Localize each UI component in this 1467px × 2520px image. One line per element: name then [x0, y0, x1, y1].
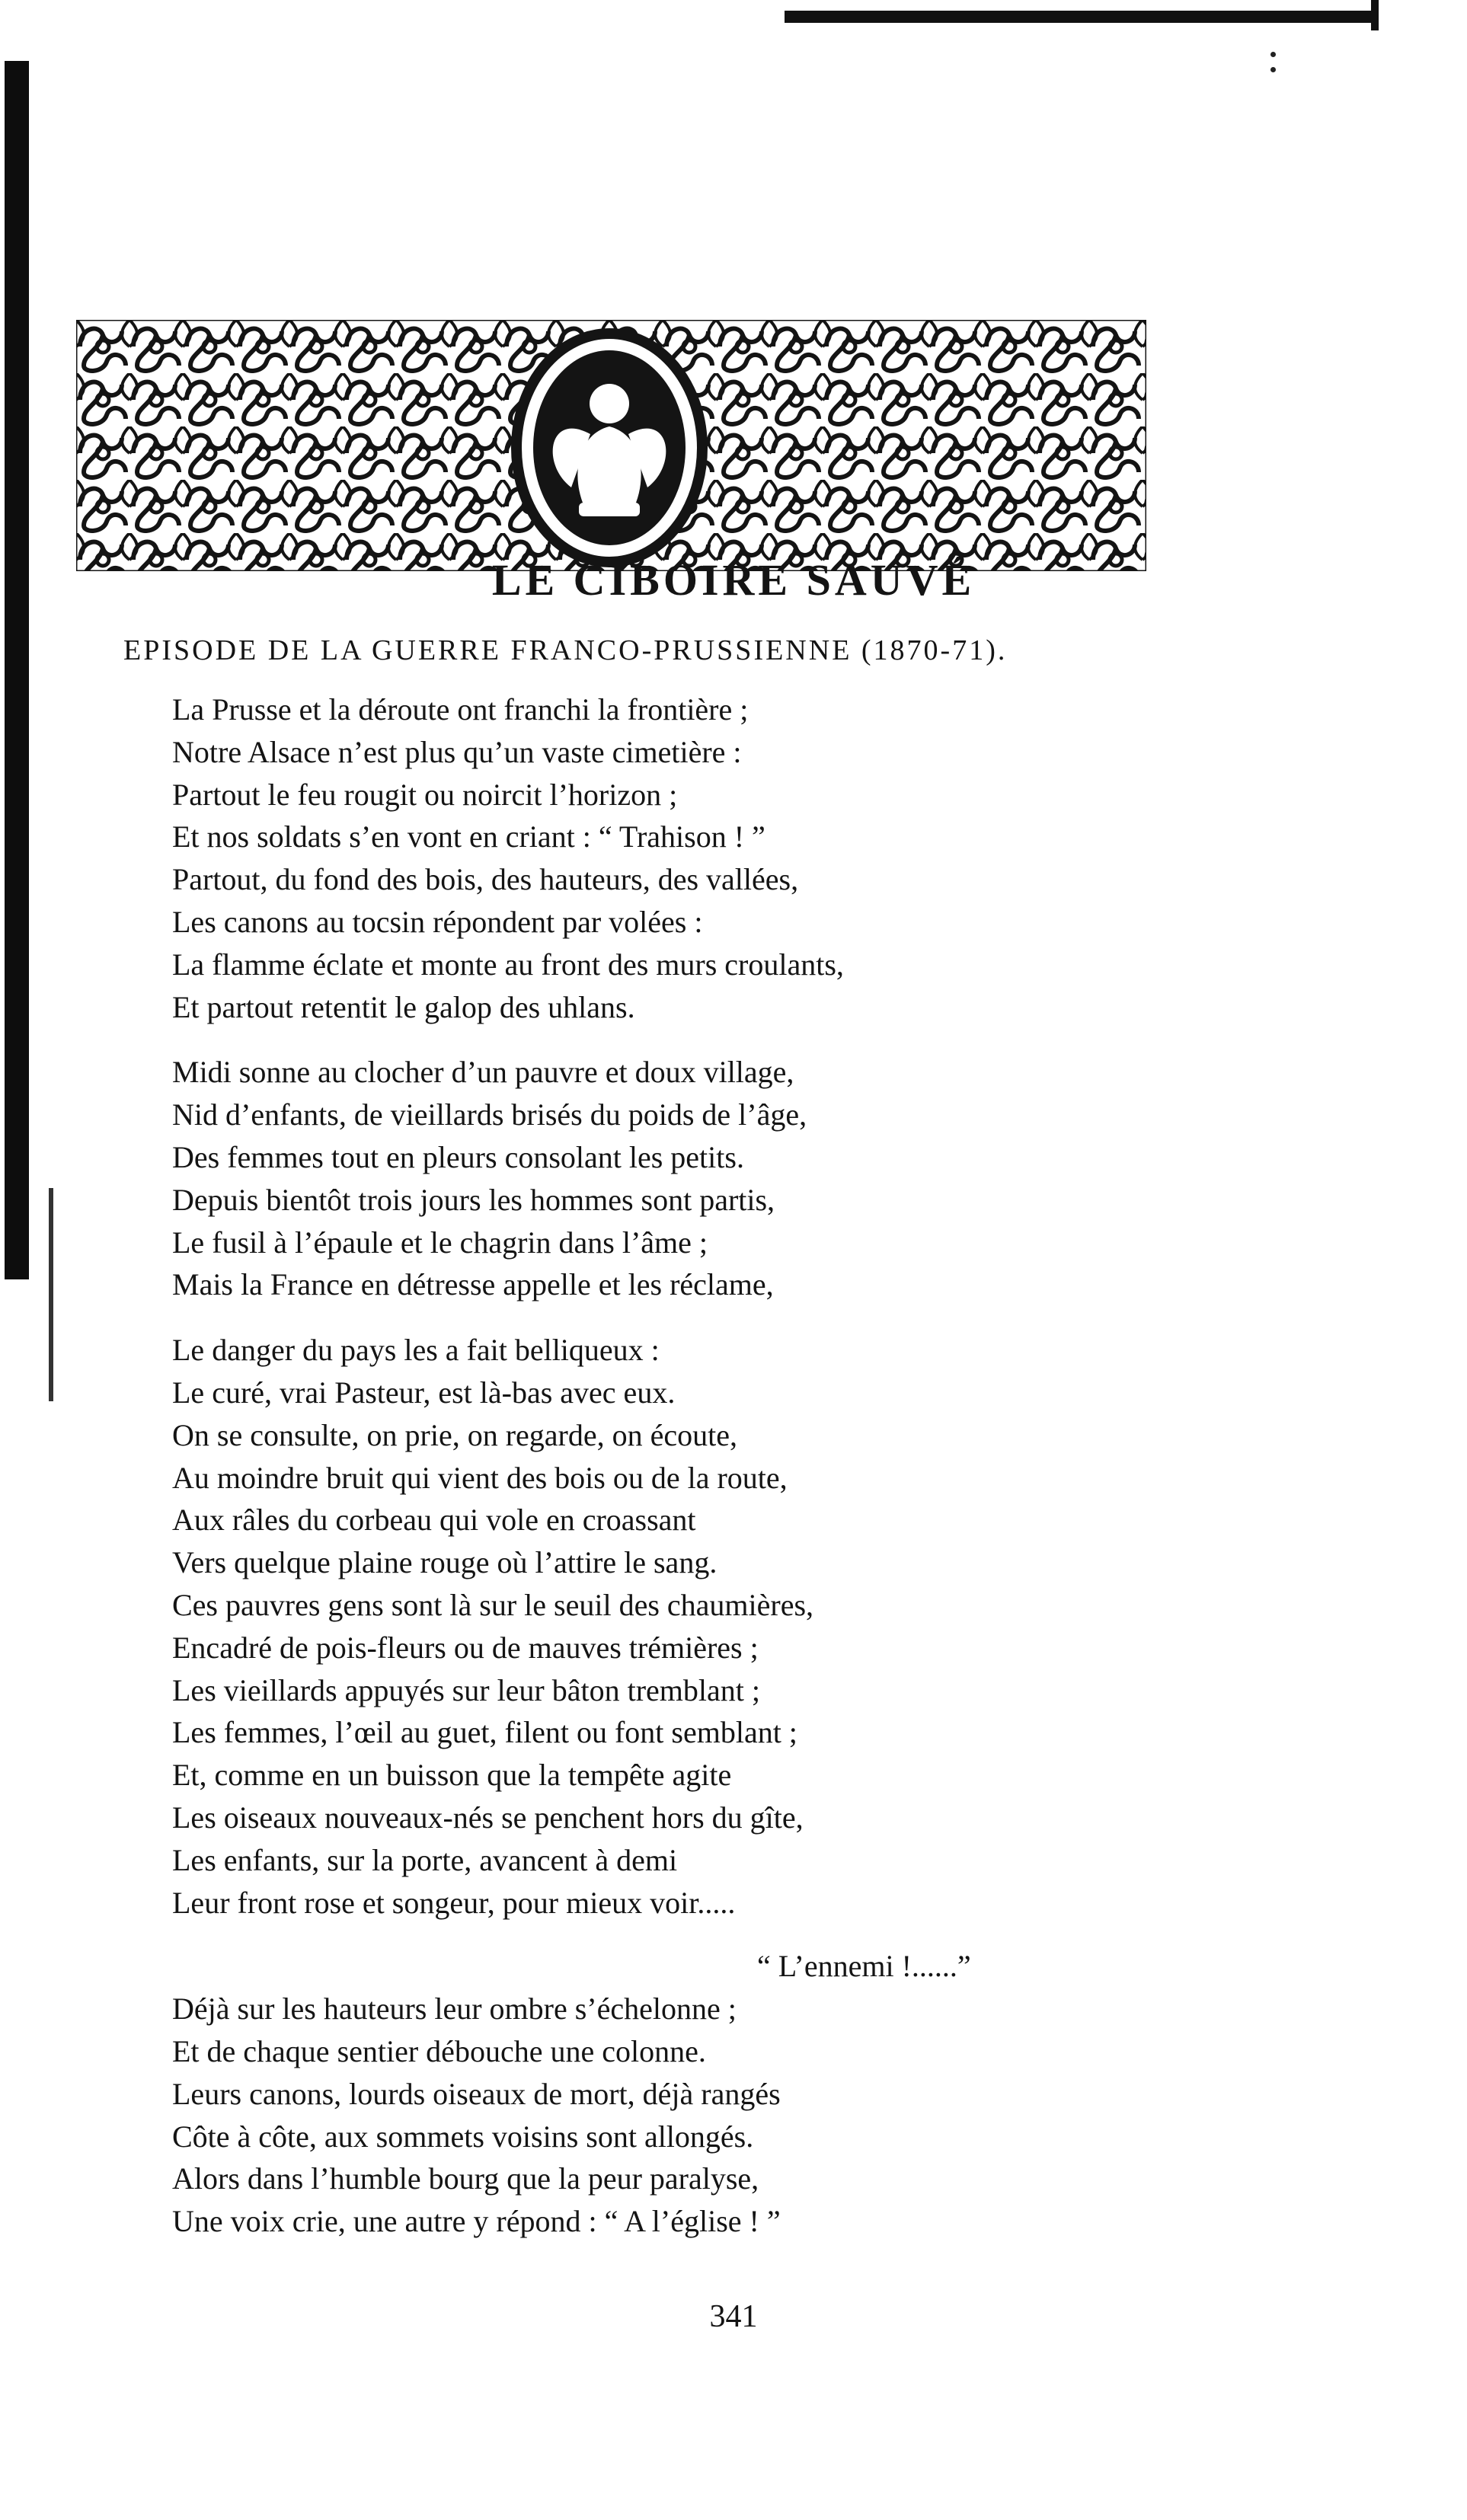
verse-line: Partout le feu rougit ou noircit l’horizon ;	[172, 777, 678, 812]
verse-line: Au moindre bruit qui vient des bois ou de la route,	[172, 1460, 788, 1495]
stanza	[172, 1051, 1162, 1306]
verse-line: Le curé, vrai Pasteur, est là-bas avec eux.	[172, 1375, 676, 1410]
top-rule-tick	[1371, 0, 1379, 30]
verse-line: Déjà sur les hauteurs leur ombre s’échelonne ;	[172, 1991, 737, 2027]
stanza	[172, 688, 1162, 1028]
top-rule	[785, 11, 1371, 23]
verse-line: Partout, du fond des bois, des hauteurs, des vallées,	[172, 862, 799, 897]
decorative-headpiece-icon	[76, 320, 1146, 571]
verse-line: Mais la France en détresse appelle et les réclame,	[172, 1267, 774, 1302]
stanza-break	[172, 1924, 1162, 1945]
ink-speck	[1270, 52, 1276, 57]
verse-line-indented: “ L’ennemi !......”	[757, 1949, 971, 1984]
stanza	[172, 1945, 1162, 2243]
verse-line: Notre Alsace n’est plus qu’un vaste cimetière :	[172, 734, 742, 769]
verse-line: Vers quelque plaine rouge où l’attire le sang.	[172, 1545, 718, 1580]
verse-line: Leurs canons, lourds oiseaux de mort, déjà rangés	[172, 2076, 781, 2111]
verse-line: Nid d’enfants, de vieillards brisés du poids de l’âge,	[172, 1097, 807, 1132]
verse-line: Côte à côte, aux sommets voisins sont allongés.	[172, 2119, 754, 2154]
verse-line: Les oiseaux nouveaux-nés se penchent hors du gîte,	[172, 1800, 804, 1835]
scan-edge-line	[49, 1188, 53, 1401]
verse-line: Les femmes, l’œil au guet, filent ou font semblant ;	[172, 1715, 797, 1750]
ink-speck	[1270, 67, 1276, 72]
verse-line: Les enfants, sur la porte, avancent à demi	[172, 1842, 678, 1877]
page-title: LE CIBOIRE SAUVÉ	[491, 555, 976, 605]
page-subtitle: EPISODE DE LA GUERRE FRANCO-PRUSSIENNE (1870-71).	[123, 634, 1008, 666]
verse-line: Aux râles du corbeau qui vole en croassant	[172, 1503, 696, 1538]
stanza	[172, 1329, 1162, 1924]
verse-line: La flamme éclate et monte au front des murs croulants,	[172, 947, 844, 982]
verse-line: Ces pauvres gens sont là sur le seuil des chaumières,	[172, 1587, 814, 1622]
verse-line: Depuis bientôt trois jours les hommes sont partis,	[172, 1182, 775, 1217]
poem	[172, 688, 1162, 2243]
stanza-break	[172, 1028, 1162, 1051]
verse-line: La Prusse et la déroute ont franchi la frontière ;	[172, 692, 749, 727]
verse-line: Les canons au tocsin répondent par volées :	[172, 904, 703, 939]
verse-line: Midi sonne au clocher d’un pauvre et doux village,	[172, 1055, 794, 1090]
verse-line: On se consulte, on prie, on regarde, on écoute,	[172, 1417, 737, 1452]
verse-line: Alors dans l’humble bourg que la peur paralyse,	[172, 2161, 759, 2196]
page-number: 341	[709, 2299, 758, 2334]
verse-line: Les vieillards appuyés sur leur bâton tremblant ;	[172, 1672, 761, 1707]
verse-line: Le danger du pays les a fait belliqueux :	[172, 1333, 660, 1368]
verse-line: Et nos soldats s’en vont en criant : “ Trahison ! ”	[172, 819, 765, 854]
verse-line: Une voix crie, une autre y répond : “ A l’église ! ”	[172, 2204, 781, 2239]
verse-line: Le fusil à l’épaule et le chagrin dans l’âme ;	[172, 1225, 708, 1260]
verse-line: Leur front rose et songeur, pour mieux voir.....	[172, 1885, 736, 1920]
stanza-break	[172, 1306, 1162, 1329]
verse-line: Et de chaque sentier débouche une colonne.	[172, 2033, 706, 2068]
scan-edge-bar	[5, 61, 29, 1279]
verse-line: Encadré de pois-fleurs ou de mauves trémières ;	[172, 1630, 759, 1665]
verse-line: Et, comme en un buisson que la tempête agite	[172, 1758, 732, 1793]
verse-line: Et partout retentit le galop des uhlans.	[172, 989, 635, 1024]
verse-line: Des femmes tout en pleurs consolant les petits.	[172, 1139, 744, 1174]
